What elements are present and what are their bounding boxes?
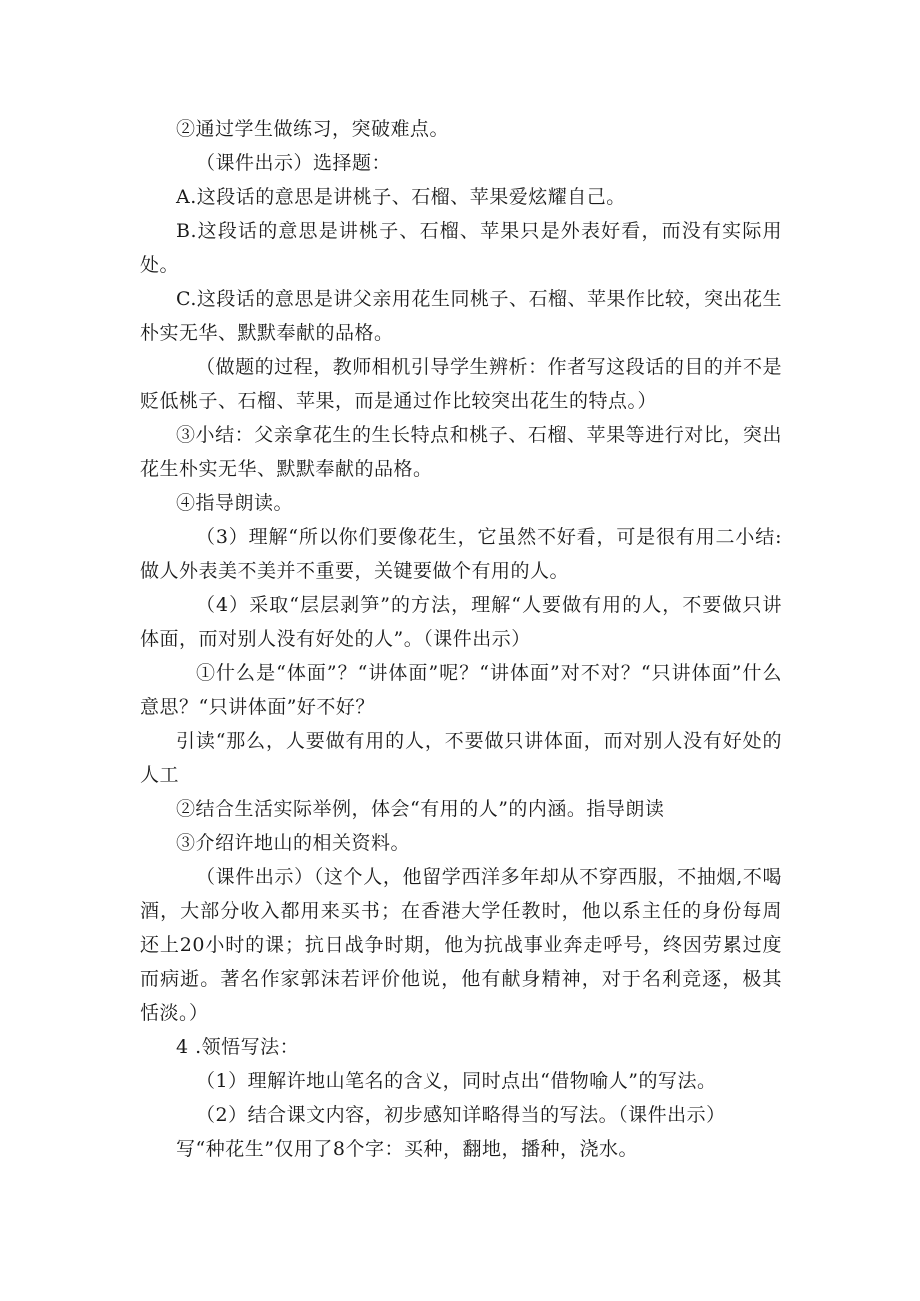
paragraph: （做题的过程，教师相机引导学生辨析：作者写这段话的目的并不是贬低桃子、石榴、苹果，而是通过作比较突出花生的特点。） (140, 356, 782, 412)
paragraph: （3）理解“所以你们要像花生，它虽然不好看，可是很有用二小结:做人外表美不美并不重要，关键要做个有用的人。 (140, 526, 782, 582)
paragraph: A.这段话的意思是讲桃子、石榴、苹果爱炫耀自己。 (176, 186, 626, 208)
paragraph: ②通过学生做练习，突破难点。 (176, 118, 450, 140)
paragraph: C.这段话的意思是讲父亲用花生同桃子、石榴、苹果作比较，突出花生朴实无华、默默奉献的品格。 (140, 288, 782, 344)
paragraph: ④指导朗读。 (176, 492, 294, 514)
paragraph: （2）结合课文内容，初步感知详略得当的写法。（课件出示） (196, 1104, 726, 1126)
paragraph: ③介绍许地山的相关资料。 (176, 832, 411, 854)
paragraph: （1）理解许地山笔名的含义，同时点出“借物喻人”的写法。 (196, 1070, 717, 1092)
paragraph: （4）采取“层层剥笋”的方法，理解“人要做有用的人，不要做只讲体面，而对别人没有好处的人”。（课件出示） (140, 594, 782, 650)
paragraph: 写“种花生”仅用了8个字：买种，翻地，播种，浇水。 (176, 1138, 639, 1160)
paragraph: ①什么是“体面”？“讲体面”呢？“讲体面”对不对？“只讲体面”什么意思？“只讲体面”好不好？ (140, 662, 782, 718)
paragraph: 引读“那么，人要做有用的人，不要做只讲体面，而对别人没有好处的人工 (140, 730, 782, 786)
document-body (140, 112, 782, 1166)
paragraph: （课件出示）选择题： (196, 152, 392, 174)
section-heading: 4 .领悟写法： (176, 1036, 300, 1058)
paragraph: ②结合生活实际举例，体会“有用的人”的内涵。指导朗读 (176, 798, 665, 820)
paragraph: B.这段话的意思是讲桃子、石榴、苹果只是外表好看，而没有实际用处。 (140, 220, 782, 276)
paragraph: （课件出示）（这个人，他留学西洋多年却从不穿西服，不抽烟,不喝酒，大部分收入都用来买书；在香港大学任教时，他以系主任的身份每周还上20小时的课；抗日战争时期，他为抗战事业奔走呼号，终因劳累过度而病逝。著名作家郭沫若评价他说，他有献身精神，对于名利竞逐，极其恬淡。） (140, 866, 782, 1024)
paragraph: ③小结：父亲拿花生的生长特点和桃子、石榴、苹果等进行对比，突出花生朴实无华、默默奉献的品格。 (140, 424, 782, 480)
